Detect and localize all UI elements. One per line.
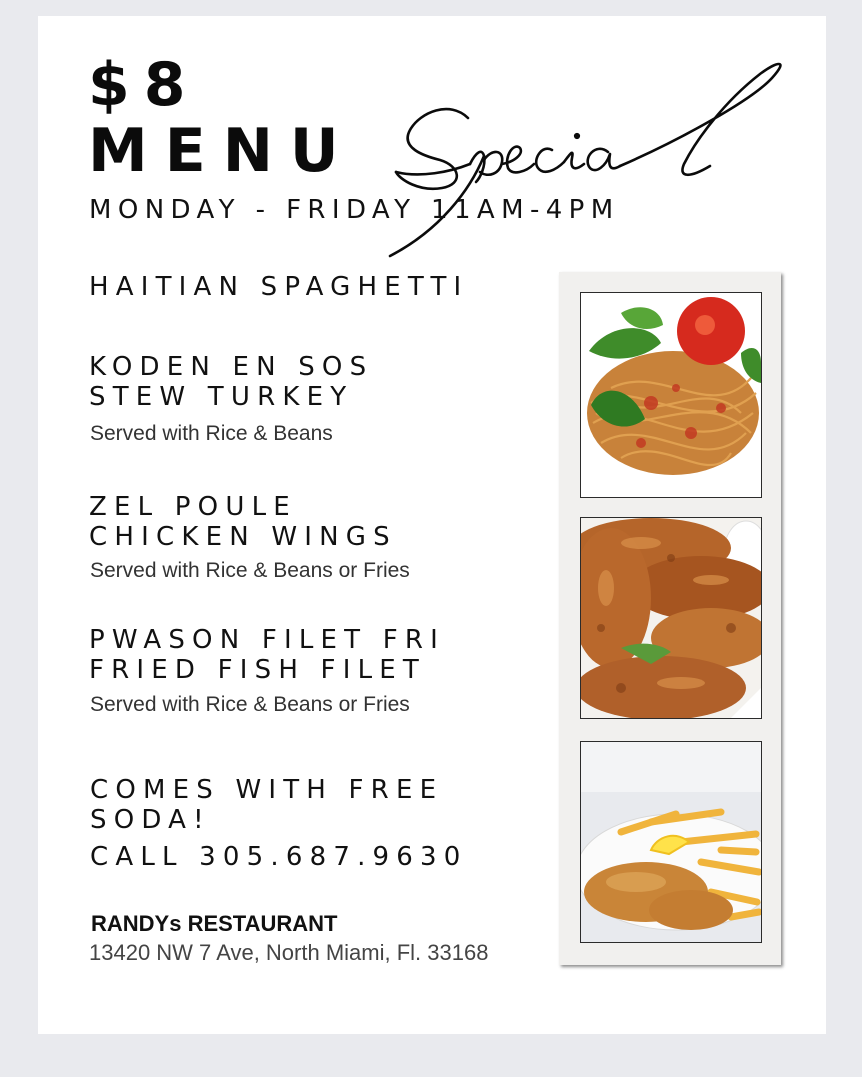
dish-name-line: ZEL POULE	[89, 492, 297, 522]
dish-zel-poule	[89, 492, 397, 552]
dish-name-line: FRIED FISH FILET	[89, 655, 426, 685]
spaghetti-photo	[580, 292, 762, 498]
dish-koden-en-sos	[89, 352, 373, 412]
promo-line: SODA!	[90, 805, 211, 835]
photo-frame	[559, 272, 781, 965]
dish-name-line: CHICKEN WINGS	[89, 522, 397, 552]
phone-number: CALL 305.687.9630	[90, 842, 468, 872]
restaurant-address: 13420 NW 7 Ave, North Miami, Fl. 33168	[89, 940, 489, 965]
restaurant-name: RANDYs RESTAURANT	[91, 911, 338, 936]
chicken-wings-photo	[580, 517, 762, 719]
dish-name-line: HAITIAN SPAGHETTI	[89, 272, 469, 302]
special-script-logo	[380, 60, 810, 260]
dish-haitian-spaghetti	[89, 272, 468, 302]
dish-name-line: KODEN EN SOS	[89, 352, 374, 382]
free-soda-text	[90, 775, 443, 835]
fish-and-fries-photo	[580, 741, 762, 943]
hours-text: MONDAY - FRIDAY 11AM-4PM	[89, 195, 620, 225]
dish-pwason-filet-fri	[89, 625, 445, 685]
dish-served-with: Served with Rice & Beans or Fries	[90, 559, 410, 582]
price-heading: $8	[88, 50, 200, 120]
dish-name-line: PWASON FILET FRI	[89, 625, 446, 655]
dish-served-with: Served with Rice & Beans	[90, 422, 333, 445]
dish-served-with: Served with Rice & Beans or Fries	[90, 693, 410, 716]
menu-heading: MENU	[88, 116, 356, 186]
promo-line: COMES WITH FREE	[90, 775, 444, 805]
dish-name-line: STEW TURKEY	[89, 382, 354, 412]
